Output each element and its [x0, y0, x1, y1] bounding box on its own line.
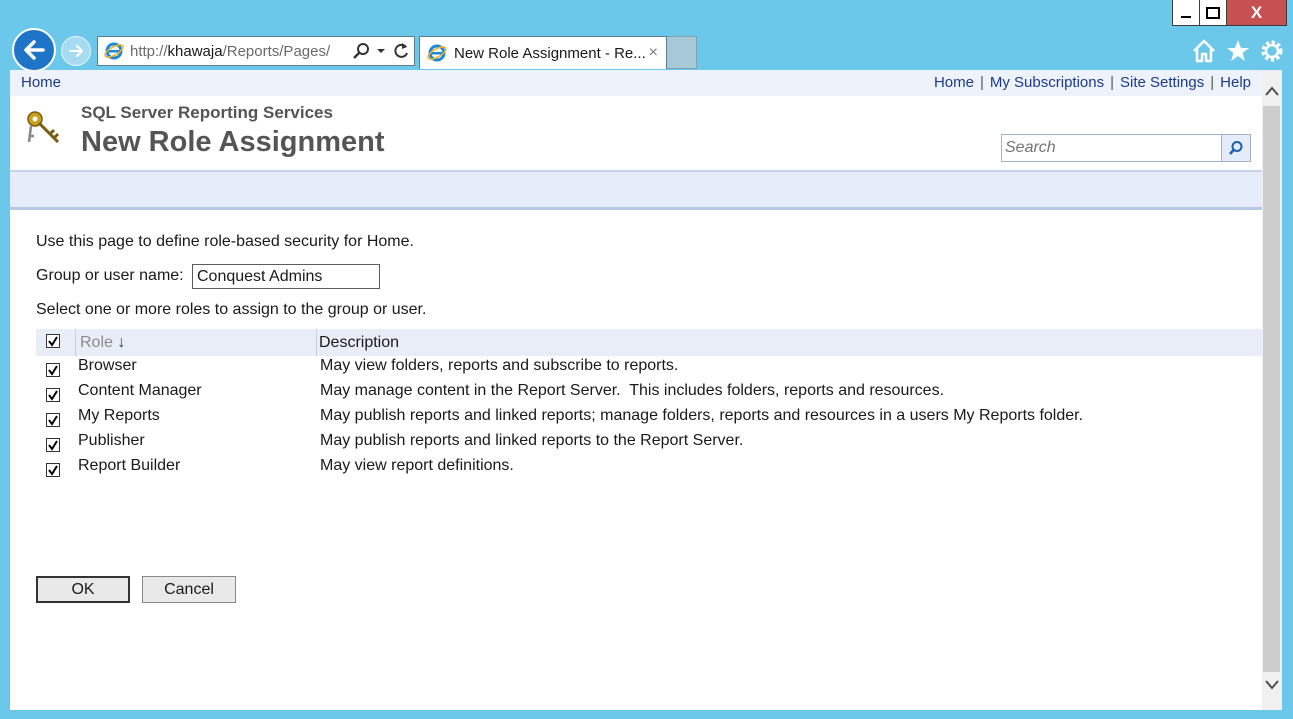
group-user-input[interactable] [192, 264, 380, 289]
roles-table [36, 329, 1262, 481]
table-row [36, 406, 1262, 431]
checkmark-icon [47, 464, 59, 476]
role-checkbox-publisher[interactable] [46, 438, 60, 452]
product-subtitle: SQL Server Reporting Services [81, 103, 333, 122]
my-subscriptions-link[interactable]: My Subscriptions [989, 74, 1105, 91]
role-description: May manage content in the Report Server. This includes folders, reports and resources. [320, 382, 945, 399]
settings-gear-icon[interactable] [1259, 38, 1285, 64]
role-name: Browser [78, 357, 137, 374]
link-separator: | [1110, 74, 1115, 91]
intro-text: Use this page to define role-based security for Home. [36, 233, 414, 250]
window-bottom-border [0, 710, 1293, 719]
forward-button[interactable] [61, 36, 91, 66]
maximize-icon [1206, 7, 1220, 19]
checkmark-icon [47, 439, 59, 451]
role-checkbox-content-manager[interactable] [46, 388, 60, 402]
cancel-button[interactable]: Cancel [142, 576, 236, 603]
role-description: May publish reports and linked reports to the Report Server. [320, 432, 744, 449]
select-all-checkbox[interactable] [46, 334, 60, 348]
table-row [36, 356, 1262, 381]
home-link[interactable]: Home [933, 74, 974, 91]
ok-button[interactable]: OK [36, 576, 130, 603]
role-description: May publish reports and linked reports; manage folders, reports and resources in a users My Reports folder. [320, 407, 1084, 424]
role-name: Publisher [78, 432, 145, 449]
page-content [10, 70, 1262, 710]
role-column-header[interactable] [75, 329, 125, 356]
checkmark-icon [47, 364, 59, 376]
url-text[interactable]: http://khawaja/Reports/Pages/ [130, 42, 331, 60]
chevron-up-icon [1265, 86, 1279, 96]
search-icon [1228, 140, 1244, 156]
breadcrumb-home-link[interactable]: Home [21, 74, 62, 91]
window-controls [1172, 0, 1287, 26]
link-separator: | [1210, 74, 1215, 91]
help-link[interactable]: Help [1220, 74, 1251, 91]
scroll-thumb[interactable] [1263, 106, 1280, 672]
role-name: Content Manager [78, 382, 202, 399]
forward-arrow-icon [67, 42, 85, 60]
back-arrow-icon [21, 37, 47, 63]
browser-toolbar [1191, 38, 1285, 64]
keys-logo-icon [24, 108, 64, 148]
checkmark-icon [47, 389, 59, 401]
site-settings-link[interactable]: Site Settings [1120, 74, 1205, 91]
table-row [36, 456, 1262, 481]
table-row [36, 381, 1262, 406]
role-checkbox-my-reports[interactable] [46, 413, 60, 427]
role-header-label: Role [80, 334, 113, 351]
search-input[interactable] [1002, 135, 1221, 161]
browser-tab-active[interactable] [419, 36, 667, 69]
minimize-button[interactable] [1173, 0, 1200, 25]
search-icon[interactable] [352, 42, 370, 60]
maximize-button[interactable] [1200, 0, 1227, 25]
select-roles-prompt: Select one or more roles to assign to the group or user. [36, 301, 427, 318]
toolbar-band [10, 170, 1262, 210]
tab-title: New Role Assignment - Re... [454, 44, 646, 62]
checkmark-icon [47, 335, 59, 347]
search-box [1001, 134, 1251, 162]
role-description: May view report definitions. [320, 457, 514, 474]
home-icon[interactable] [1191, 38, 1217, 64]
scroll-down-button[interactable] [1264, 676, 1280, 694]
table-row [36, 431, 1262, 456]
role-description: May view folders, reports and subscribe to reports. [320, 357, 679, 374]
group-user-label: Group or user name: [36, 267, 184, 284]
close-icon: X [1250, 2, 1263, 22]
role-name: My Reports [78, 407, 160, 424]
page-header [10, 96, 1262, 170]
new-tab-button[interactable] [667, 36, 697, 69]
tab-close-icon[interactable]: × [648, 44, 658, 61]
sort-down-icon: ↓ [117, 334, 126, 351]
refresh-icon[interactable] [392, 42, 410, 60]
chevron-down-icon [1265, 680, 1279, 690]
close-window-button[interactable] [1227, 0, 1286, 25]
link-separator: | [979, 74, 984, 91]
role-name: Report Builder [78, 457, 181, 474]
ie-tab-icon [426, 43, 448, 63]
back-button[interactable] [12, 28, 56, 72]
checkmark-icon [47, 414, 59, 426]
description-column-header: Description [316, 329, 399, 356]
minimize-icon [1180, 7, 1192, 19]
role-checkbox-report-builder[interactable] [46, 463, 60, 477]
favorites-star-icon[interactable] [1225, 38, 1251, 64]
ie-logo-icon [104, 41, 124, 61]
top-navigation [10, 70, 1262, 96]
dropdown-chevron-icon[interactable] [376, 46, 386, 56]
role-checkbox-browser[interactable] [46, 363, 60, 377]
page-title: New Role Assignment [81, 126, 385, 158]
table-header [36, 329, 1262, 356]
scroll-up-button[interactable] [1264, 82, 1280, 100]
address-bar[interactable] [97, 36, 415, 66]
vertical-scrollbar[interactable] [1262, 70, 1282, 710]
global-links [934, 74, 1251, 91]
search-button[interactable] [1221, 135, 1250, 161]
